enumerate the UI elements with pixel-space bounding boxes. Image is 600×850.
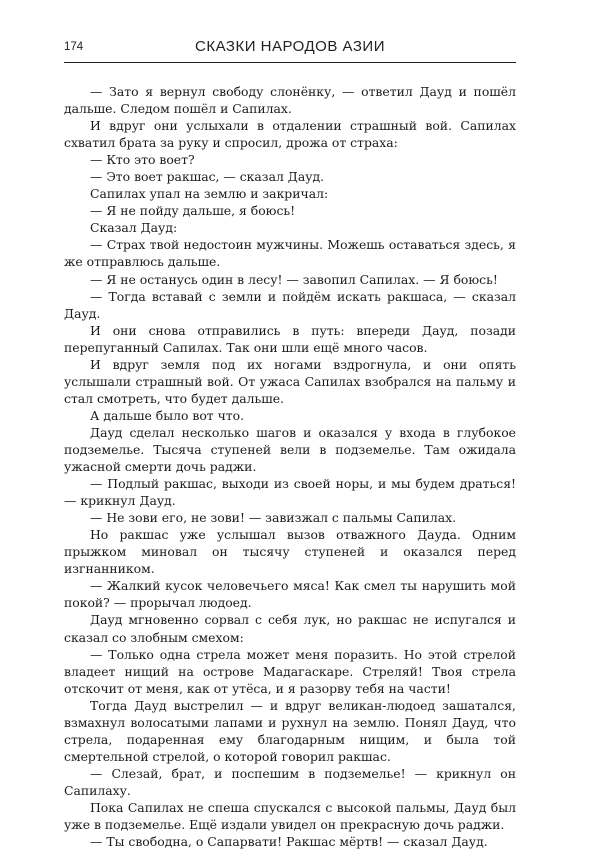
paragraph: А дальше было вот что.: [90, 407, 245, 423]
paragraph: — Жалкий кусок человечьего мяса! Как смел ты нарушить мой покой? — прорычал людоед.: [64, 578, 516, 611]
paragraph: — Я не останусь один в лесу! — завопил Сапилах. — Я боюсь!: [90, 271, 498, 287]
paragraph: Пока Сапилах не спеша спускался с высокой пальмы, Дауд был уже в подземелье. Ещё издали увидел он прекрасную дочь раджи.: [64, 799, 516, 833]
paragraph: — Тогда вставай с земли и пойдём искать ракшаса, — сказал Дауд.: [64, 288, 516, 321]
paragraph: Тогда Дауд выстрелил — и вдруг великан-людоед зашатался, взмахнул волосатыми лапами и рухнул на землю. Понял Дауд, что стрела, подаренная ему благодарным нищим, и была той смертельной стрелой, о которой говорил ракшас.: [64, 697, 516, 764]
paragraph: — Ты свободна, о Сапарвати! Ракшас мёртв! — сказал Дауд.: [90, 834, 488, 850]
running-title: СКАЗКИ НАРОДОВ АЗИИ: [195, 38, 385, 55]
page-number: 174: [64, 41, 84, 53]
paragraph: — Я не пойду дальше, я боюсь!: [90, 203, 296, 219]
paragraph: Дауд сделал несколько шагов и оказался у входа в глубокое подземелье. Тысяча ступеней вели в подземелье. Там ожидала ужасной смерти дочь раджи.: [64, 424, 516, 475]
paragraph: И вдруг они услыхали в отдалении страшный вой. Сапилах схватил брата за руку и спросил, дрожа от страха:: [64, 118, 516, 151]
paragraph: И вдруг земля под их ногами вздрогнула, и они опять услышали страшный вой. От ужаса Сапилах взобрался на пальму и стал смотреть, что будет дальше.: [64, 356, 516, 406]
paragraph: — Зато я вернул свободу слонёнку, — ответил Дауд и пошёл дальше. Следом пошёл и Сапилах.: [64, 84, 516, 117]
paragraph: Сапилах упал на землю и закричал:: [90, 186, 329, 202]
paragraph: — Не зови его, не зови! — завизжал с пальмы Сапилах.: [90, 510, 457, 526]
paragraph: Сказал Дауд:: [90, 220, 178, 236]
page-header: [64, 38, 516, 63]
paragraph: — Это воет ракшас, — сказал Дауд.: [90, 169, 325, 185]
paragraph: Но ракшас уже услышал вызов отважного Дауда. Одним прыжком миновал он тысячу ступеней и оказался перед изгнанником.: [64, 527, 516, 577]
paragraph: — Только одна стрела может меня поразить. Но этой стрелой владеет нищий на острове Мадагаскаре. Стреляй! Твоя стрела отскочит от меня, как от утёса, и я разорву тебя на части!: [64, 646, 516, 696]
paragraph: — Страх твой недостоин мужчины. Можешь оставаться здесь, я же отправлюсь дальше.: [64, 237, 516, 270]
paragraph: — Подлый ракшас, выходи из своей норы, и мы будем драться! — крикнул Дауд.: [64, 476, 516, 509]
paragraph: — Слезай, брат, и поспешим в подземелье! — крикнул он Сапилаху.: [64, 765, 516, 798]
body-text: [64, 83, 516, 850]
paragraph: Дауд мгновенно сорвал с себя лук, но ракшас не испугался и сказал со злобным смехом:: [64, 612, 516, 645]
paragraph: — Кто это воет?: [90, 152, 195, 168]
paragraph: И они снова отправились в путь: впереди Дауд, позади перепуганный Сапилах. Так они шли ещё много часов.: [64, 322, 516, 355]
